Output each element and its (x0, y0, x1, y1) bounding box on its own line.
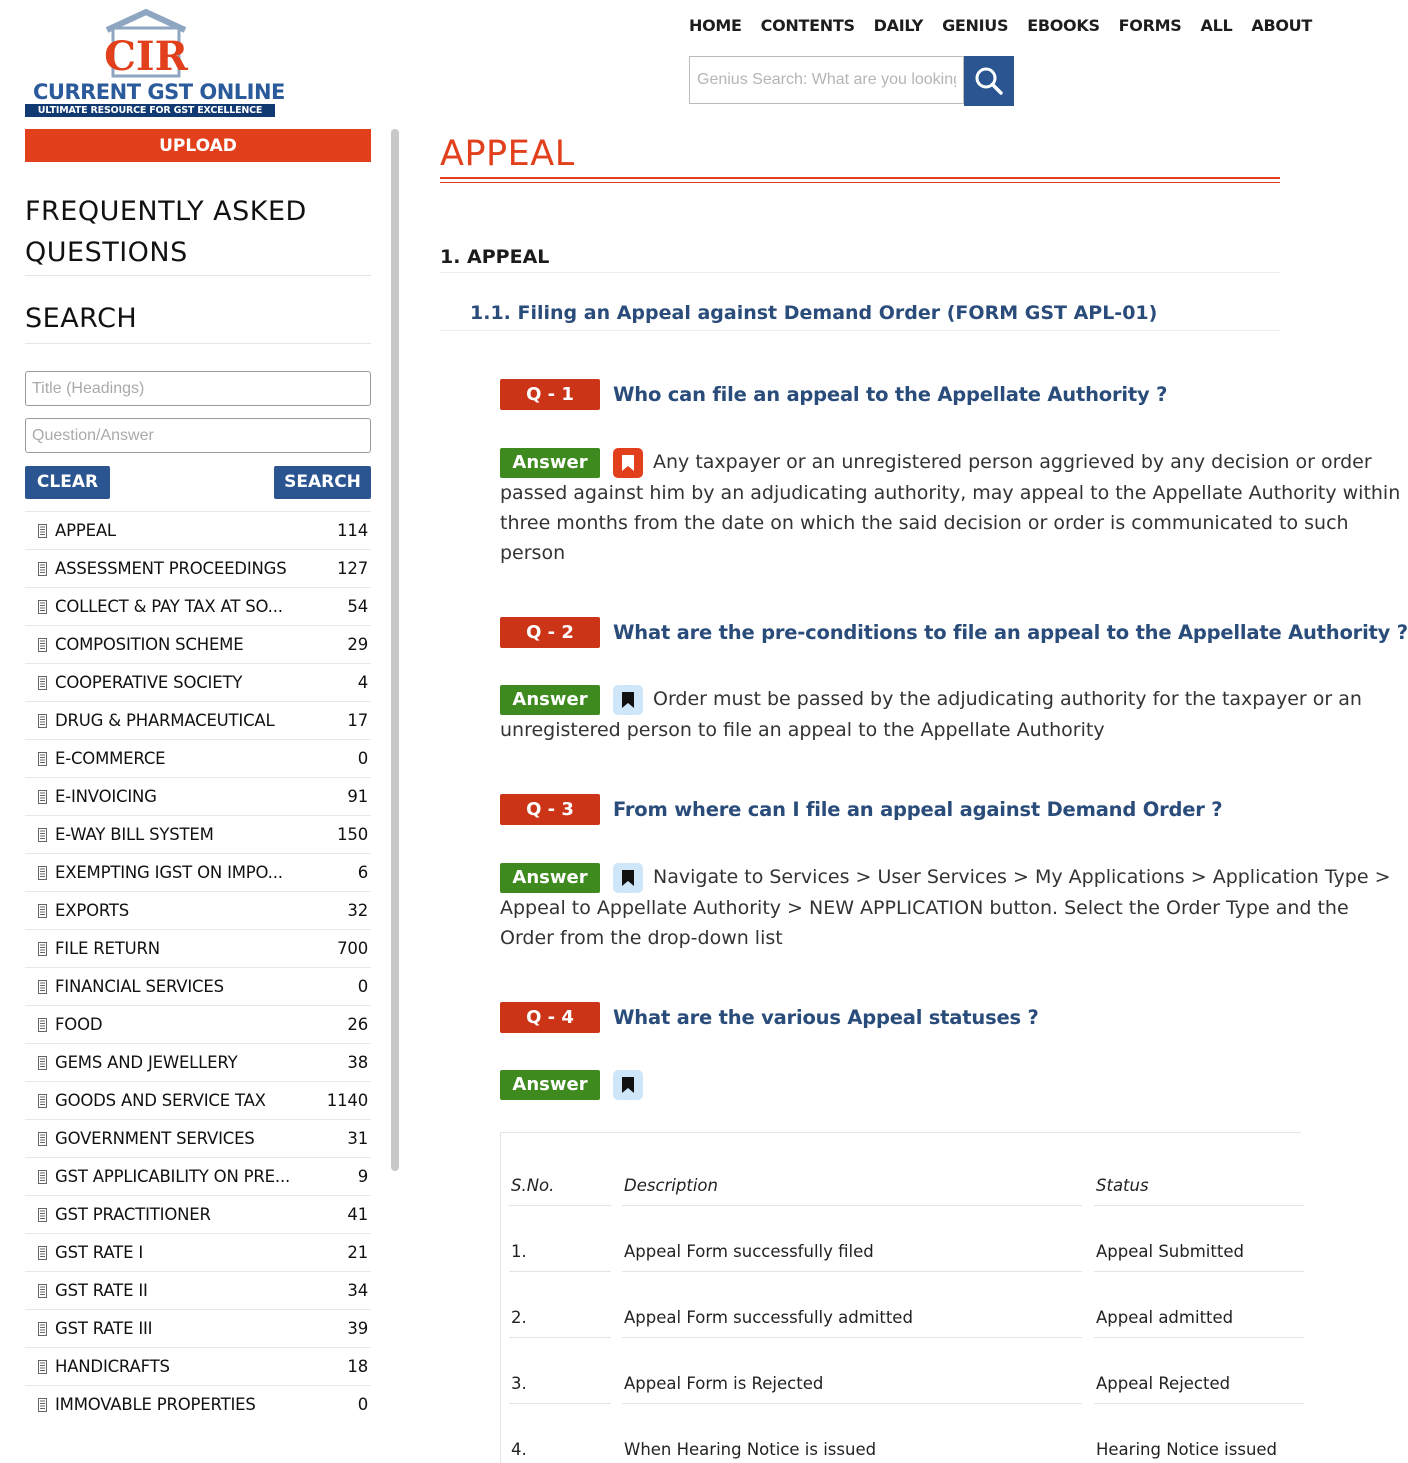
category-name: DRUG & PHARMACEUTICAL (55, 711, 275, 730)
document-icon (35, 638, 49, 652)
category-name: COOPERATIVE SOCIETY (55, 673, 243, 692)
category-name: FILE RETURN (55, 939, 160, 958)
table-header-description: Description (624, 1176, 718, 1195)
category-count: 1140 (326, 1091, 368, 1110)
category-count: 29 (347, 635, 368, 654)
bookmark-icon[interactable] (613, 448, 643, 478)
category-count: 0 (357, 749, 368, 768)
document-icon (35, 1056, 49, 1070)
category-count: 26 (347, 1015, 368, 1034)
table-cell: Appeal Rejected (1096, 1374, 1231, 1393)
table-cell: Appeal Form successfully filed (624, 1242, 874, 1261)
bookmark-icon[interactable] (613, 863, 643, 893)
category-item[interactable] (25, 853, 371, 891)
genius-search-button[interactable] (964, 56, 1014, 106)
category-name: COMPOSITION SCHEME (55, 635, 244, 654)
question-text: What are the various Appeal statuses ? (613, 1006, 1039, 1029)
category-name: GEMS AND JEWELLERY (55, 1053, 238, 1072)
answer-line: person (500, 541, 566, 564)
table-cell: 4. (511, 1440, 527, 1459)
document-icon (35, 1322, 49, 1336)
document-icon (35, 980, 49, 994)
question-row[interactable] (500, 379, 1167, 410)
category-count: 18 (347, 1357, 368, 1376)
answer-line: Appeal to Appellate Authority > NEW APPLICATION button. Select the Order Type and the (500, 896, 1349, 919)
category-item[interactable] (25, 1385, 371, 1423)
category-count: 0 (357, 1395, 368, 1414)
document-icon (35, 562, 49, 576)
category-count: 17 (347, 711, 368, 730)
category-name: GST PRACTITIONER (55, 1205, 211, 1224)
appeal-status-table (500, 1132, 1301, 1463)
answer-block (500, 684, 1362, 745)
answer-line: Any taxpayer or an unregistered person aggrieved by any decision or order (653, 451, 1372, 473)
category-item[interactable] (25, 663, 371, 701)
category-item[interactable] (25, 1005, 371, 1043)
table-cell: Appeal Submitted (1096, 1242, 1244, 1261)
document-icon (35, 1360, 49, 1374)
search-heading: SEARCH (25, 299, 371, 344)
title-search-input[interactable] (25, 371, 371, 406)
document-icon (35, 790, 49, 804)
nav-forms[interactable]: FORMS (1118, 16, 1182, 35)
question-badge: Q - 1 (500, 379, 600, 410)
answer-line: Order must be passed by the adjudicating authority for the taxpayer or an (653, 688, 1362, 710)
document-icon (35, 942, 49, 956)
category-item[interactable] (25, 967, 371, 1005)
table-cell: Appeal admitted (1096, 1308, 1234, 1327)
question-search-input[interactable] (25, 418, 371, 453)
category-item[interactable] (25, 739, 371, 777)
category-item[interactable] (25, 511, 371, 549)
category-name: E-WAY BILL SYSTEM (55, 825, 214, 844)
answer-badge: Answer (500, 863, 600, 893)
category-name: ASSESSMENT PROCEEDINGS (55, 559, 287, 578)
category-name: EXEMPTING IGST ON IMPO... (55, 863, 283, 882)
question-text: Who can file an appeal to the Appellate Authority ? (613, 383, 1168, 406)
answer-line: Order from the drop-down list (500, 926, 783, 949)
site-logo[interactable] (25, 8, 285, 118)
category-count: 38 (347, 1053, 368, 1072)
nav-all[interactable]: ALL (1200, 16, 1233, 35)
answer-line: three months from the date on which the said decision or order is communicated to such (500, 511, 1349, 534)
document-icon (35, 1398, 49, 1412)
document-icon (35, 904, 49, 918)
answer-block (500, 862, 1391, 953)
category-item[interactable] (25, 1157, 371, 1195)
category-name: GST RATE I (55, 1243, 144, 1262)
category-item[interactable] (25, 549, 371, 587)
answer-block (500, 1069, 1300, 1100)
category-count: 127 (337, 559, 368, 578)
nav-home[interactable]: HOME (689, 16, 742, 35)
category-count: 91 (347, 787, 368, 806)
question-badge: Q - 3 (500, 794, 600, 825)
document-icon (35, 1094, 49, 1108)
category-item[interactable] (25, 1233, 371, 1271)
category-count: 150 (337, 825, 368, 844)
category-item[interactable] (25, 815, 371, 853)
answer-line: Navigate to Services > User Services > My Applications > Application Type > (653, 866, 1391, 888)
table-header-status: Status (1096, 1176, 1149, 1195)
category-count: 31 (347, 1129, 368, 1148)
table-cell: 1. (511, 1242, 527, 1261)
answer-line: passed against him by an adjudicating authority, may appeal to the Appellate Authority within (500, 481, 1401, 504)
table-cell: 3. (511, 1374, 527, 1393)
search-button[interactable]: SEARCH (274, 466, 371, 499)
faq-heading: FREQUENTLY ASKED QUESTIONS (25, 191, 371, 276)
table-cell: Hearing Notice issued (1096, 1440, 1278, 1459)
document-icon (35, 866, 49, 880)
question-row[interactable] (500, 1002, 1039, 1033)
category-item[interactable] (25, 891, 371, 929)
category-count: 9 (357, 1167, 368, 1186)
category-name: GST APPLICABILITY ON PRE... (55, 1167, 291, 1186)
category-item[interactable] (25, 701, 371, 739)
table-cell: Appeal Form successfully admitted (624, 1308, 913, 1327)
question-badge: Q - 4 (500, 1002, 600, 1033)
search-icon (974, 66, 1004, 96)
category-item[interactable] (25, 1195, 371, 1233)
category-name: GST RATE III (55, 1319, 153, 1338)
category-name: GST RATE II (55, 1281, 148, 1300)
document-icon (35, 714, 49, 728)
answer-badge: Answer (500, 1070, 600, 1100)
logo-house-icon (103, 8, 189, 78)
document-icon (35, 1018, 49, 1032)
answer-block (500, 447, 1401, 568)
logo-mark-text: CIR (104, 33, 188, 80)
question-badge: Q - 2 (500, 617, 600, 648)
answer-line: unregistered person to file an appeal to the Appellate Authority (500, 718, 1105, 741)
category-count: 0 (357, 977, 368, 996)
document-icon (35, 752, 49, 766)
category-name: GOVERNMENT SERVICES (55, 1129, 255, 1148)
title-divider (440, 177, 1280, 179)
category-count: 114 (337, 521, 368, 540)
document-icon (35, 828, 49, 842)
answer-badge: Answer (500, 448, 600, 478)
genius-search-input[interactable] (689, 56, 964, 104)
document-icon (35, 1208, 49, 1222)
category-item[interactable] (25, 777, 371, 815)
category-count: 6 (357, 863, 368, 882)
document-icon (35, 1132, 49, 1146)
document-icon (35, 676, 49, 690)
logo-name: CURRENT GST ONLINE (33, 80, 285, 104)
bookmark-icon[interactable] (613, 1070, 643, 1100)
category-name: GOODS AND SERVICE TAX (55, 1091, 266, 1110)
category-count: 32 (347, 901, 368, 920)
category-list (25, 511, 371, 1423)
bookmark-icon[interactable] (613, 685, 643, 715)
category-name: HANDICRAFTS (55, 1357, 170, 1376)
category-count: 4 (357, 673, 368, 692)
table-cell: When Hearing Notice is issued (624, 1440, 877, 1459)
category-item[interactable] (25, 587, 371, 625)
category-count: 34 (347, 1281, 368, 1300)
category-name: FINANCIAL SERVICES (55, 977, 224, 996)
document-icon (35, 1170, 49, 1184)
category-name: COLLECT & PAY TAX AT SO... (55, 597, 283, 616)
category-name: FOOD (55, 1015, 103, 1034)
question-text: What are the pre-conditions to file an appeal to the Appellate Authority ? (613, 621, 1408, 644)
category-item[interactable] (25, 1347, 371, 1385)
table-cell: Appeal Form is Rejected (624, 1374, 824, 1393)
document-icon (35, 1284, 49, 1298)
document-icon (35, 524, 49, 538)
subsection-heading[interactable]: 1.1. Filing an Appeal against Demand Order (FORM GST APL-01) (440, 302, 1280, 331)
nav-contents[interactable]: CONTENTS (760, 16, 855, 35)
table-header-sno: S.No. (511, 1176, 555, 1195)
category-count: 41 (347, 1205, 368, 1224)
category-name: APPEAL (55, 521, 116, 540)
category-item[interactable] (25, 929, 371, 967)
category-item[interactable] (25, 1081, 371, 1119)
sidebar (25, 129, 371, 1414)
category-name: E-INVOICING (55, 787, 157, 806)
category-count: 700 (337, 939, 368, 958)
category-name: EXPORTS (55, 901, 130, 920)
nav-about[interactable]: ABOUT (1251, 16, 1312, 35)
document-icon (35, 600, 49, 614)
section-heading: 1. APPEAL (440, 246, 1280, 273)
sidebar-scrollbar[interactable] (391, 129, 399, 1171)
top-navigation (689, 16, 1331, 35)
category-count: 39 (347, 1319, 368, 1338)
table-cell: 2. (511, 1308, 527, 1327)
document-icon (35, 1246, 49, 1260)
question-row[interactable] (500, 794, 1222, 825)
answer-badge: Answer (500, 685, 600, 715)
category-name: E-COMMERCE (55, 749, 166, 768)
logo-tagline: ULTIMATE RESOURCE FOR GST EXCELLENCE (25, 104, 275, 117)
category-item[interactable] (25, 1043, 371, 1081)
category-item[interactable] (25, 1119, 371, 1157)
upload-button[interactable]: UPLOAD (25, 129, 371, 162)
question-row[interactable] (500, 617, 1408, 648)
category-count: 54 (347, 597, 368, 616)
question-text: From where can I file an appeal against Demand Order ? (613, 798, 1223, 821)
main-content (440, 130, 1408, 1459)
title-divider-thin (440, 182, 1280, 183)
nav-ebooks[interactable]: EBOOKS (1027, 16, 1100, 35)
category-name: IMMOVABLE PROPERTIES (55, 1395, 256, 1414)
category-item[interactable] (25, 1271, 371, 1309)
category-item[interactable] (25, 625, 371, 663)
nav-daily[interactable]: DAILY (873, 16, 924, 35)
page-title: APPEAL (440, 134, 575, 174)
nav-genius[interactable]: GENIUS (942, 16, 1009, 35)
category-count: 21 (347, 1243, 368, 1262)
category-item[interactable] (25, 1309, 371, 1347)
clear-button[interactable]: CLEAR (25, 466, 110, 499)
